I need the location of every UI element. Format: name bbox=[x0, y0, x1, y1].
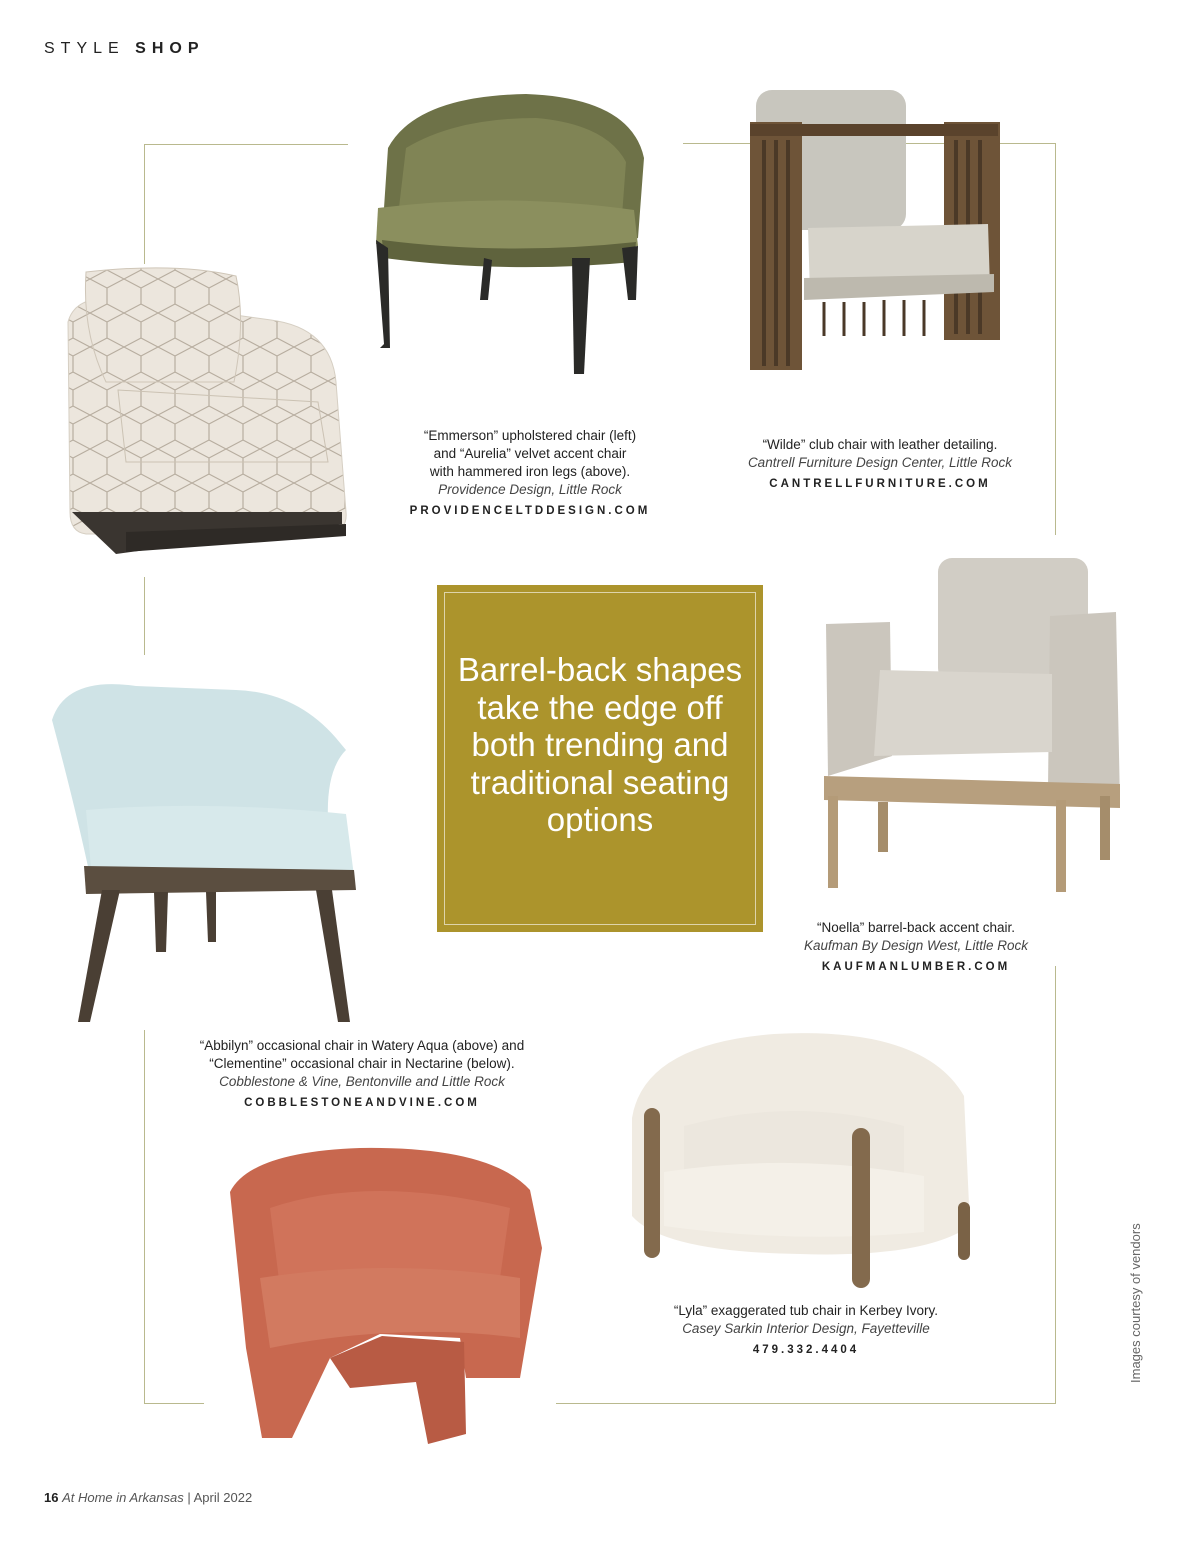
caption-wilde bbox=[730, 436, 1030, 493]
caption-line: “Abbilyn” occasional chair in Watery Aqua (above) and bbox=[199, 1038, 525, 1053]
image-credit-text: Images courtesy of vendors bbox=[1128, 1223, 1143, 1383]
caption-line: “Lyla” exaggerated tub chair in Kerbey Ivory. bbox=[673, 1303, 939, 1318]
footer-separator: | bbox=[187, 1490, 191, 1505]
caption-line: “Noella” barrel-back accent chair. bbox=[816, 920, 1016, 935]
caption-line: with hammered iron legs (above). bbox=[429, 464, 631, 479]
aurelia-chair-image bbox=[376, 88, 648, 380]
abbilyn-chair-image bbox=[46, 680, 368, 1026]
caption-site-link[interactable]: CANTRELLFURNITURE.COM bbox=[769, 478, 991, 490]
lyla-chair-image bbox=[624, 1026, 976, 1294]
caption-line: and “Aurelia” velvet accent chair bbox=[433, 446, 627, 461]
caption-site-link[interactable]: PROVIDENCELTDDESIGN.COM bbox=[409, 505, 651, 517]
caption-vendor: Casey Sarkin Interior Design, Fayetteville bbox=[682, 1321, 930, 1336]
pull-quote-text: Barrel-back shapes take the edge off both trending and traditional seating options bbox=[457, 651, 743, 838]
frame-rule bbox=[144, 1030, 145, 1403]
frame-rule bbox=[144, 144, 348, 145]
caption-emmerson bbox=[380, 427, 680, 520]
caption-phone: 479.332.4404 bbox=[752, 1344, 860, 1356]
wilde-chair-image bbox=[744, 88, 1004, 372]
caption-abbilyn bbox=[172, 1037, 552, 1112]
clementine-chair-image bbox=[220, 1138, 552, 1450]
noella-chair-image bbox=[820, 556, 1122, 892]
caption-line: “Wilde” club chair with leather detailing. bbox=[762, 437, 998, 452]
page-number: 16 bbox=[44, 1490, 59, 1505]
section-header bbox=[44, 40, 204, 58]
page-footer bbox=[44, 1490, 252, 1505]
image-credit bbox=[1128, 1208, 1148, 1383]
caption-vendor: Cobblestone & Vine, Bentonville and Little Rock bbox=[219, 1074, 505, 1089]
section-header-light: STYLE bbox=[44, 40, 125, 57]
frame-rule bbox=[556, 1403, 1056, 1404]
caption-site-link[interactable]: COBBLESTONEANDVINE.COM bbox=[244, 1097, 480, 1109]
caption-noella bbox=[766, 919, 1066, 976]
pull-quote-box bbox=[437, 585, 763, 932]
frame-rule bbox=[144, 144, 145, 264]
caption-line: “Clementine” occasional chair in Nectarine (below). bbox=[209, 1056, 515, 1071]
issue-date: April 2022 bbox=[193, 1490, 253, 1505]
emmerson-chair-image bbox=[56, 262, 358, 554]
caption-vendor: Cantrell Furniture Design Center, Little Rock bbox=[747, 455, 1013, 470]
caption-line: “Emmerson” upholstered chair (left) bbox=[423, 428, 637, 443]
caption-vendor: Providence Design, Little Rock bbox=[438, 482, 622, 497]
caption-lyla bbox=[656, 1302, 956, 1359]
caption-vendor: Kaufman By Design West, Little Rock bbox=[803, 938, 1029, 953]
frame-rule bbox=[144, 577, 145, 655]
magazine-name: At Home in Arkansas bbox=[62, 1490, 184, 1505]
frame-rule bbox=[1055, 143, 1056, 535]
frame-rule bbox=[144, 1403, 204, 1404]
section-header-bold: SHOP bbox=[135, 40, 205, 57]
frame-rule bbox=[1055, 966, 1056, 1403]
caption-site-link[interactable]: KAUFMANLUMBER.COM bbox=[821, 961, 1011, 973]
